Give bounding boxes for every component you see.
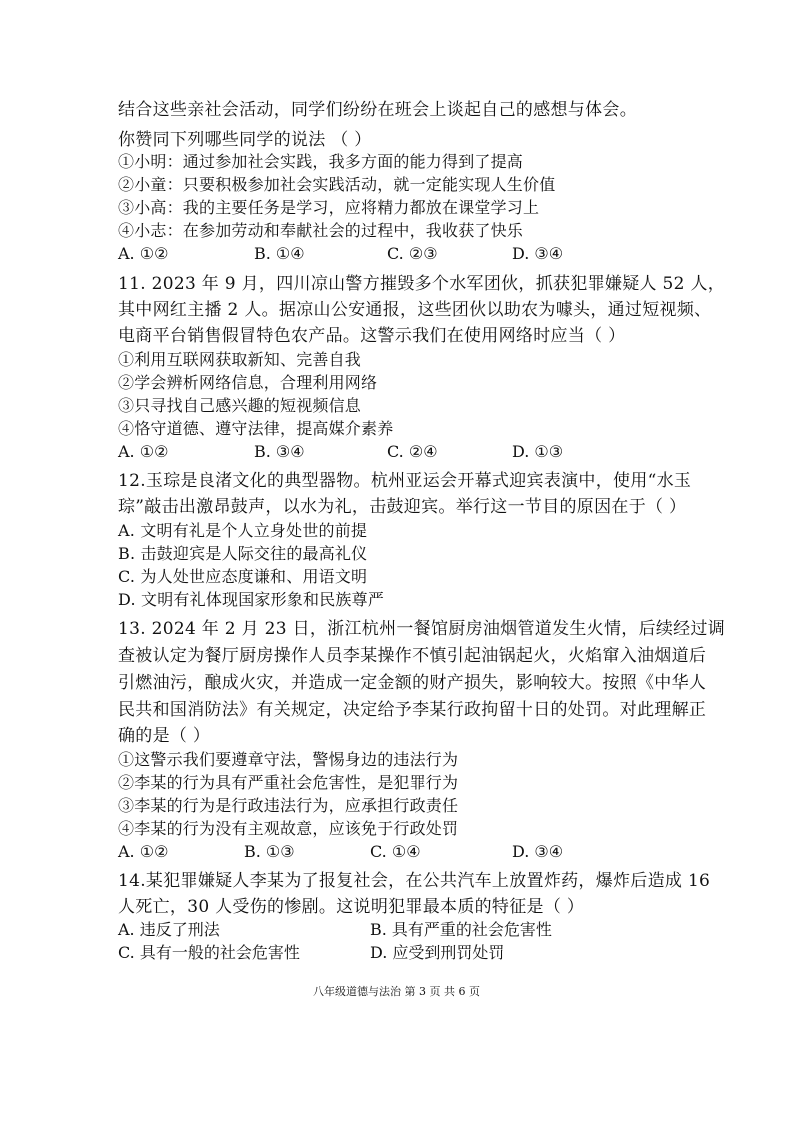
q11-stem-line-3: 电商平台销售假冒特色农产品。这警示我们在使用网络时应当（ ）	[118, 326, 626, 346]
q11-option-a: A. ①②	[118, 442, 169, 461]
q10-option-b: B. ①④	[254, 244, 305, 263]
q12-option-d: D. 文明有礼体现国家形象和民族尊严	[118, 590, 385, 609]
q10-stem-line-1: 结合这些亲社会活动，同学们纷纷在班会上谈起自己的感想与体会。	[118, 100, 637, 120]
q11-statement-3: ③只寻找自己感兴趣的短视频信息	[118, 396, 362, 415]
q13-option-b: B. ①③	[244, 842, 295, 861]
q14-option-d: D. 应受到刑罚处罚	[370, 943, 505, 962]
q13-option-c: C. ①④	[370, 842, 421, 861]
q13-statement-3: ③李某的行为是行政违法行为，应承担行政责任	[118, 796, 459, 815]
q11-statement-2: ②学会辨析网络信息，合理利用网络	[118, 373, 378, 392]
q11-stem-line-1: 11. 2023 年 9 月，四川凉山警方摧毁多个水军团伙，抓获犯罪嫌疑人 52 人，	[118, 274, 726, 294]
q13-statement-1: ①这警示我们要遵章守法，警惕身边的违法行为	[118, 750, 459, 769]
q11-statement-1: ①利用互联网获取新知、完善自我	[118, 350, 362, 369]
q14-stem-line-1: 14.某犯罪嫌疑人李某为了报复社会，在公共汽车上放置炸药，爆炸后造成 16	[118, 871, 711, 891]
q13-option-d: D. ③④	[512, 842, 564, 861]
q13-stem-line-2: 查被认定为餐厅厨房操作人员李某操作不慎引起油锅起火，火焰窜入油烟道后	[118, 646, 707, 666]
q10-statement-4: ④小志：在参加劳动和奉献社会的过程中，我收获了快乐	[118, 221, 524, 240]
q11-option-b: B. ③④	[254, 442, 305, 461]
q10-statement-3: ③小高：我的主要任务是学习，应将精力都放在课堂学习上	[118, 198, 540, 217]
page-footer: 八年级道德与法治 第 3 页 共 6 页	[313, 985, 480, 998]
q12-option-b: B. 击鼓迎宾是人际交往的最高礼仪	[118, 544, 368, 563]
q13-stem-line-4: 民共和国消防法》有关规定，决定给予李某行政拘留十日的处罚。对此理解正	[118, 700, 707, 720]
q10-option-c: C. ②③	[387, 244, 438, 263]
q14-stem-line-2: 人死亡，30 人受伤的惨剧。这说明犯罪最本质的特征是（ ）	[118, 897, 585, 917]
q12-option-a: A. 文明有礼是个人立身处世的前提	[118, 521, 368, 540]
q11-option-d: D. ①③	[512, 442, 564, 461]
q13-statement-4: ④李某的行为没有主观故意，应该免于行政处罚	[118, 819, 459, 838]
q11-stem-line-2: 其中网红主播 2 人。据凉山公安通报，这些团伙以助农为噱头，通过短视频、	[118, 300, 712, 320]
q14-option-c: C. 具有一般的社会危害性	[118, 943, 300, 962]
q14-option-b: B. 具有严重的社会危害性	[370, 920, 552, 939]
q12-stem-line-1: 12.玉琮是良渚文化的典型器物。杭州亚运会开幕式迎宾表演中，使用“水玉	[118, 471, 692, 491]
q10-stem-line-2: 你赞同下列哪些同学的说法 （ ）	[118, 130, 372, 150]
q10-statement-1: ①小明：通过参加社会实践，我多方面的能力得到了提高	[118, 152, 524, 171]
q10-option-a: A. ①②	[118, 244, 169, 263]
q11-option-c: C. ②④	[387, 442, 438, 461]
q10-statement-2: ②小童：只要积极参加社会实践活动，就一定能实现人生价值	[118, 175, 556, 194]
q13-stem-line-1: 13. 2024 年 2 月 23 日，浙江杭州一餐馆厨房油烟管道发生火情，后续经过调	[118, 619, 726, 639]
q13-stem-line-3: 引燃油污，酿成火灾，并造成一定金额的财产损失，影响较大。按照《中华人	[118, 673, 707, 693]
q12-stem-line-2: 琮”敲击出激昂鼓声，以水为礼，击鼓迎宾。举行这一节目的原因在于（ ）	[118, 497, 687, 517]
q10-option-d: D. ③④	[512, 244, 564, 263]
q14-option-a: A. 违反了刑法	[118, 920, 220, 939]
q13-option-a: A. ①②	[118, 842, 169, 861]
q11-statement-4: ④恪守道德、遵守法律，提高媒介素养	[118, 419, 394, 438]
q12-option-c: C. 为人处世应态度谦和、用语文明	[118, 567, 368, 586]
q13-statement-2: ②李某的行为具有严重社会危害性，是犯罪行为	[118, 773, 459, 792]
q13-stem-line-5: 确的是（ ）	[118, 726, 211, 746]
